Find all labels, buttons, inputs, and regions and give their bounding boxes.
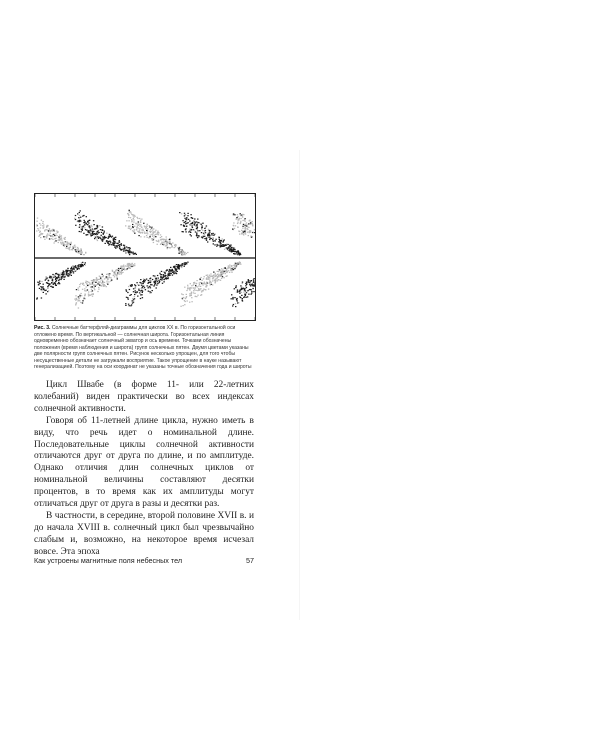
figure-caption-text: Солнечные баттерфляй-диаграммы для циклов XX в. По горизонтальной оси отложено время. По вертикальной — солнечная широта. Горизонтальная линия одновременно обозначает солнечный экватор и ось времени. Точками обозначены положения (время наблюдения и широта) групп солнечных пятен. Двумя цветами указаны две полярности групп солнечных пятен. Рисунок несколько упрощен, для того чтобы несущественные детали не загружали восприятие. Такое упрощение в науке называют генерализацией. Поэтому на оси координат не указаны точные обозначения года и широты bbox=[34, 325, 252, 370]
figure-caption-label: Рис. 3. bbox=[34, 325, 51, 331]
butterfly-diagram-figure bbox=[34, 193, 256, 321]
page-number: 57 bbox=[246, 556, 254, 565]
figure-caption bbox=[34, 325, 256, 371]
butterfly-diagram bbox=[35, 194, 255, 320]
right-page bbox=[300, 0, 600, 750]
paragraph: Цикл Швабе (в форме 11- или 22-летних колебаний) виден практически во всех индексах солнечной активности. bbox=[34, 380, 254, 414]
left-page-body bbox=[34, 380, 254, 559]
running-footer-title: Как устроены магнитные поля небесных тел bbox=[34, 556, 183, 565]
paragraph: Говоря об 11-летней длине цикла, нужно иметь в виду, что речь идет о номинальной длине. Последовательные циклы солнечной активности отличаются друг от друга по длине, и по амплитуде. Однако отличия длин солнечных циклов от номинальной величины составляют десятки процентов, в то время как их амплитуды могут отличаться друг от друга в разы и десятки раз. bbox=[34, 415, 254, 510]
paragraph: В частности, в середине, второй половине XVII в. и до начала XVIII в. солнечный цикл был чрезвычайно слабым и, возможно, на некоторое время исчезал вовсе. Эта эпоха bbox=[34, 510, 254, 557]
